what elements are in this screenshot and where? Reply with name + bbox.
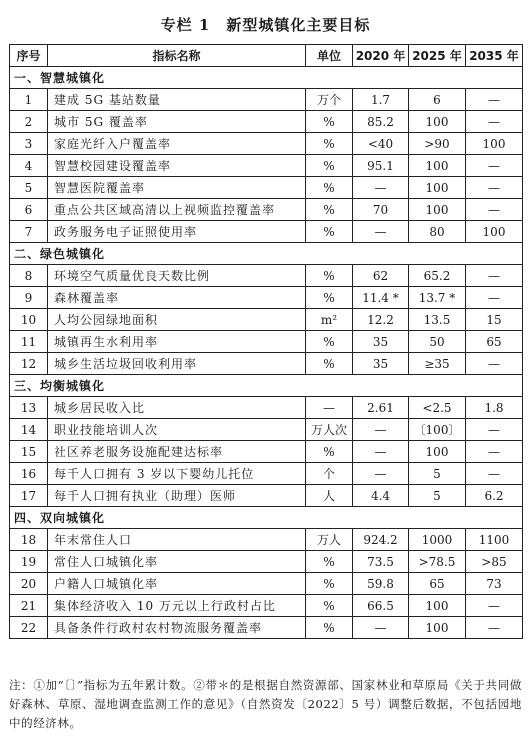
indicator-name: 社区养老服务设施配建达标率 — [48, 441, 306, 463]
value-2025: 100 — [409, 155, 466, 177]
value-2020: 66.5 — [353, 595, 409, 617]
value-2025: 5 — [409, 463, 466, 485]
indicator-name: 职业技能培训人次 — [48, 419, 306, 441]
unit: 万个 — [306, 89, 353, 111]
indicator-name: 每千人口拥有 3 岁以下婴幼儿托位 — [48, 463, 306, 485]
table-row — [10, 155, 523, 177]
value-2025: 100 — [409, 441, 466, 463]
indicator-name: 家庭光纤入户覆盖率 — [48, 133, 306, 155]
value-2025: 100 — [409, 177, 466, 199]
section-row — [10, 243, 523, 265]
unit: % — [306, 265, 353, 287]
value-2020: — — [353, 177, 409, 199]
value-2020: 62 — [353, 265, 409, 287]
unit: — — [306, 397, 353, 419]
value-2025: 100 — [409, 111, 466, 133]
value-2035: 100 — [466, 133, 523, 155]
table-body — [10, 67, 523, 639]
row-index: 16 — [10, 463, 48, 485]
table-row — [10, 551, 523, 573]
table-row — [10, 111, 523, 133]
value-2035: — — [466, 265, 523, 287]
indicator-name: 森林覆盖率 — [48, 287, 306, 309]
indicator-name: 智慧校园建设覆盖率 — [48, 155, 306, 177]
table-row — [10, 441, 523, 463]
table-row — [10, 177, 523, 199]
indicator-name: 具备条件行政村农村物流服务覆盖率 — [48, 617, 306, 639]
row-index: 21 — [10, 595, 48, 617]
value-2035: — — [466, 199, 523, 221]
value-2025: 65.2 — [409, 265, 466, 287]
row-index: 3 — [10, 133, 48, 155]
value-2035: — — [466, 89, 523, 111]
row-index: 14 — [10, 419, 48, 441]
table-row — [10, 221, 523, 243]
value-2025: >90 — [409, 133, 466, 155]
unit: % — [306, 595, 353, 617]
table-row — [10, 265, 523, 287]
value-2020: 73.5 — [353, 551, 409, 573]
value-2020: — — [353, 441, 409, 463]
value-2035: — — [466, 617, 523, 639]
value-2025: <2.5 — [409, 397, 466, 419]
header-2025: 2025 年 — [409, 45, 466, 67]
value-2035: — — [466, 111, 523, 133]
table-row — [10, 331, 523, 353]
value-2020: 85.2 — [353, 111, 409, 133]
table-row — [10, 617, 523, 639]
row-index: 2 — [10, 111, 48, 133]
indicator-name: 政务服务电子证照使用率 — [48, 221, 306, 243]
table-row — [10, 397, 523, 419]
value-2020: — — [353, 463, 409, 485]
value-2020: <40 — [353, 133, 409, 155]
value-2035: 1100 — [466, 529, 523, 551]
table-row — [10, 595, 523, 617]
value-2035: 65 — [466, 331, 523, 353]
value-2020: 95.1 — [353, 155, 409, 177]
value-2025: >78.5 — [409, 551, 466, 573]
value-2025: 5 — [409, 485, 466, 507]
value-2020: 11.4 * — [353, 287, 409, 309]
value-2025: 6 — [409, 89, 466, 111]
value-2035: — — [466, 177, 523, 199]
value-2035: 15 — [466, 309, 523, 331]
value-2035: — — [466, 155, 523, 177]
indicator-name: 环境空气质量优良天数比例 — [48, 265, 306, 287]
value-2020: 924.2 — [353, 529, 409, 551]
unit: 万人次 — [306, 419, 353, 441]
unit: % — [306, 221, 353, 243]
value-2035: — — [466, 441, 523, 463]
row-index: 13 — [10, 397, 48, 419]
value-2035: 6.2 — [466, 485, 523, 507]
value-2025: 50 — [409, 331, 466, 353]
section-title: 四、双向城镇化 — [10, 507, 523, 529]
header-index: 序号 — [10, 45, 48, 67]
unit: % — [306, 287, 353, 309]
value-2035: >85 — [466, 551, 523, 573]
value-2035: 1.8 — [466, 397, 523, 419]
value-2035: — — [466, 419, 523, 441]
targets-table — [9, 44, 523, 639]
row-index: 20 — [10, 573, 48, 595]
row-index: 19 — [10, 551, 48, 573]
value-2020: 59.8 — [353, 573, 409, 595]
table-row — [10, 133, 523, 155]
section-row — [10, 67, 523, 89]
value-2025: 13.7 * — [409, 287, 466, 309]
table-row — [10, 309, 523, 331]
table-header — [10, 45, 523, 67]
value-2025: 〔100〕 — [409, 419, 466, 441]
table-row — [10, 485, 523, 507]
table-row — [10, 419, 523, 441]
unit: % — [306, 177, 353, 199]
row-index: 17 — [10, 485, 48, 507]
value-2020: 12.2 — [353, 309, 409, 331]
indicator-name: 城乡生活垃圾回收利用率 — [48, 353, 306, 375]
value-2025: 80 — [409, 221, 466, 243]
value-2020: 35 — [353, 331, 409, 353]
indicator-name: 重点公共区域高清以上视频监控覆盖率 — [48, 199, 306, 221]
unit: % — [306, 617, 353, 639]
table-row — [10, 89, 523, 111]
value-2025: ≥35 — [409, 353, 466, 375]
value-2025: 100 — [409, 595, 466, 617]
row-index: 1 — [10, 89, 48, 111]
table-row — [10, 353, 523, 375]
value-2025: 1000 — [409, 529, 466, 551]
section-title: 二、绿色城镇化 — [10, 243, 523, 265]
header-unit: 单位 — [306, 45, 353, 67]
indicator-name: 集体经济收入 10 万元以上行政村占比 — [48, 595, 306, 617]
table-row — [10, 287, 523, 309]
value-2035: — — [466, 595, 523, 617]
indicator-name: 城镇再生水利用率 — [48, 331, 306, 353]
indicator-name: 年末常住人口 — [48, 529, 306, 551]
table-title: 专栏 1 新型城镇化主要目标 — [160, 16, 371, 34]
row-index: 15 — [10, 441, 48, 463]
unit: % — [306, 441, 353, 463]
row-index: 9 — [10, 287, 48, 309]
row-index: 18 — [10, 529, 48, 551]
value-2035: 73 — [466, 573, 523, 595]
value-2035: — — [466, 463, 523, 485]
unit: % — [306, 331, 353, 353]
value-2025: 100 — [409, 617, 466, 639]
indicator-name: 每千人口拥有执业（助理）医师 — [48, 485, 306, 507]
indicator-name: 人均公园绿地面积 — [48, 309, 306, 331]
value-2025: 65 — [409, 573, 466, 595]
value-2020: — — [353, 617, 409, 639]
row-index: 10 — [10, 309, 48, 331]
value-2020: 4.4 — [353, 485, 409, 507]
table-row — [10, 529, 523, 551]
unit: 个 — [306, 463, 353, 485]
indicator-name: 城乡居民收入比 — [48, 397, 306, 419]
indicator-name: 常住人口城镇化率 — [48, 551, 306, 573]
header-2020: 2020 年 — [353, 45, 409, 67]
value-2020: — — [353, 221, 409, 243]
row-index: 12 — [10, 353, 48, 375]
unit: 人 — [306, 485, 353, 507]
unit: % — [306, 573, 353, 595]
indicator-name: 智慧医院覆盖率 — [48, 177, 306, 199]
unit: % — [306, 199, 353, 221]
unit: % — [306, 155, 353, 177]
unit: % — [306, 111, 353, 133]
section-row — [10, 375, 523, 397]
section-title: 三、均衡城镇化 — [10, 375, 523, 397]
value-2020: — — [353, 419, 409, 441]
value-2025: 100 — [409, 199, 466, 221]
indicator-name: 城市 5G 覆盖率 — [48, 111, 306, 133]
indicator-name: 户籍人口城镇化率 — [48, 573, 306, 595]
header-indicator: 指标名称 — [48, 45, 306, 67]
value-2025: 13.5 — [409, 309, 466, 331]
table-row — [10, 463, 523, 485]
row-index: 5 — [10, 177, 48, 199]
unit: % — [306, 133, 353, 155]
value-2020: 35 — [353, 353, 409, 375]
value-2035: 100 — [466, 221, 523, 243]
indicator-name: 建成 5G 基站数量 — [48, 89, 306, 111]
header-row — [10, 45, 523, 67]
unit: % — [306, 551, 353, 573]
table-row — [10, 199, 523, 221]
table-note: 注：①加“〔〕”指标为五年累计数。②带＊的是根据自然资源部、国家林业和草原局《关于共同做好森林、草原、湿地调查监测工作的意见》（自然资发〔2022〕5 号）调整后数据，不包括园地中的经济林。 — [9, 678, 522, 730]
row-index: 11 — [10, 331, 48, 353]
value-2035: — — [466, 353, 523, 375]
row-index: 7 — [10, 221, 48, 243]
value-2020: 2.61 — [353, 397, 409, 419]
section-title: 一、智慧城镇化 — [10, 67, 523, 89]
row-index: 22 — [10, 617, 48, 639]
unit: m² — [306, 309, 353, 331]
value-2020: 1.7 — [353, 89, 409, 111]
header-2035: 2035 年 — [466, 45, 523, 67]
row-index: 8 — [10, 265, 48, 287]
table-row — [10, 573, 523, 595]
row-index: 6 — [10, 199, 48, 221]
value-2035: — — [466, 287, 523, 309]
row-index: 4 — [10, 155, 48, 177]
unit: % — [306, 353, 353, 375]
section-row — [10, 507, 523, 529]
unit: 万人 — [306, 529, 353, 551]
value-2020: 70 — [353, 199, 409, 221]
